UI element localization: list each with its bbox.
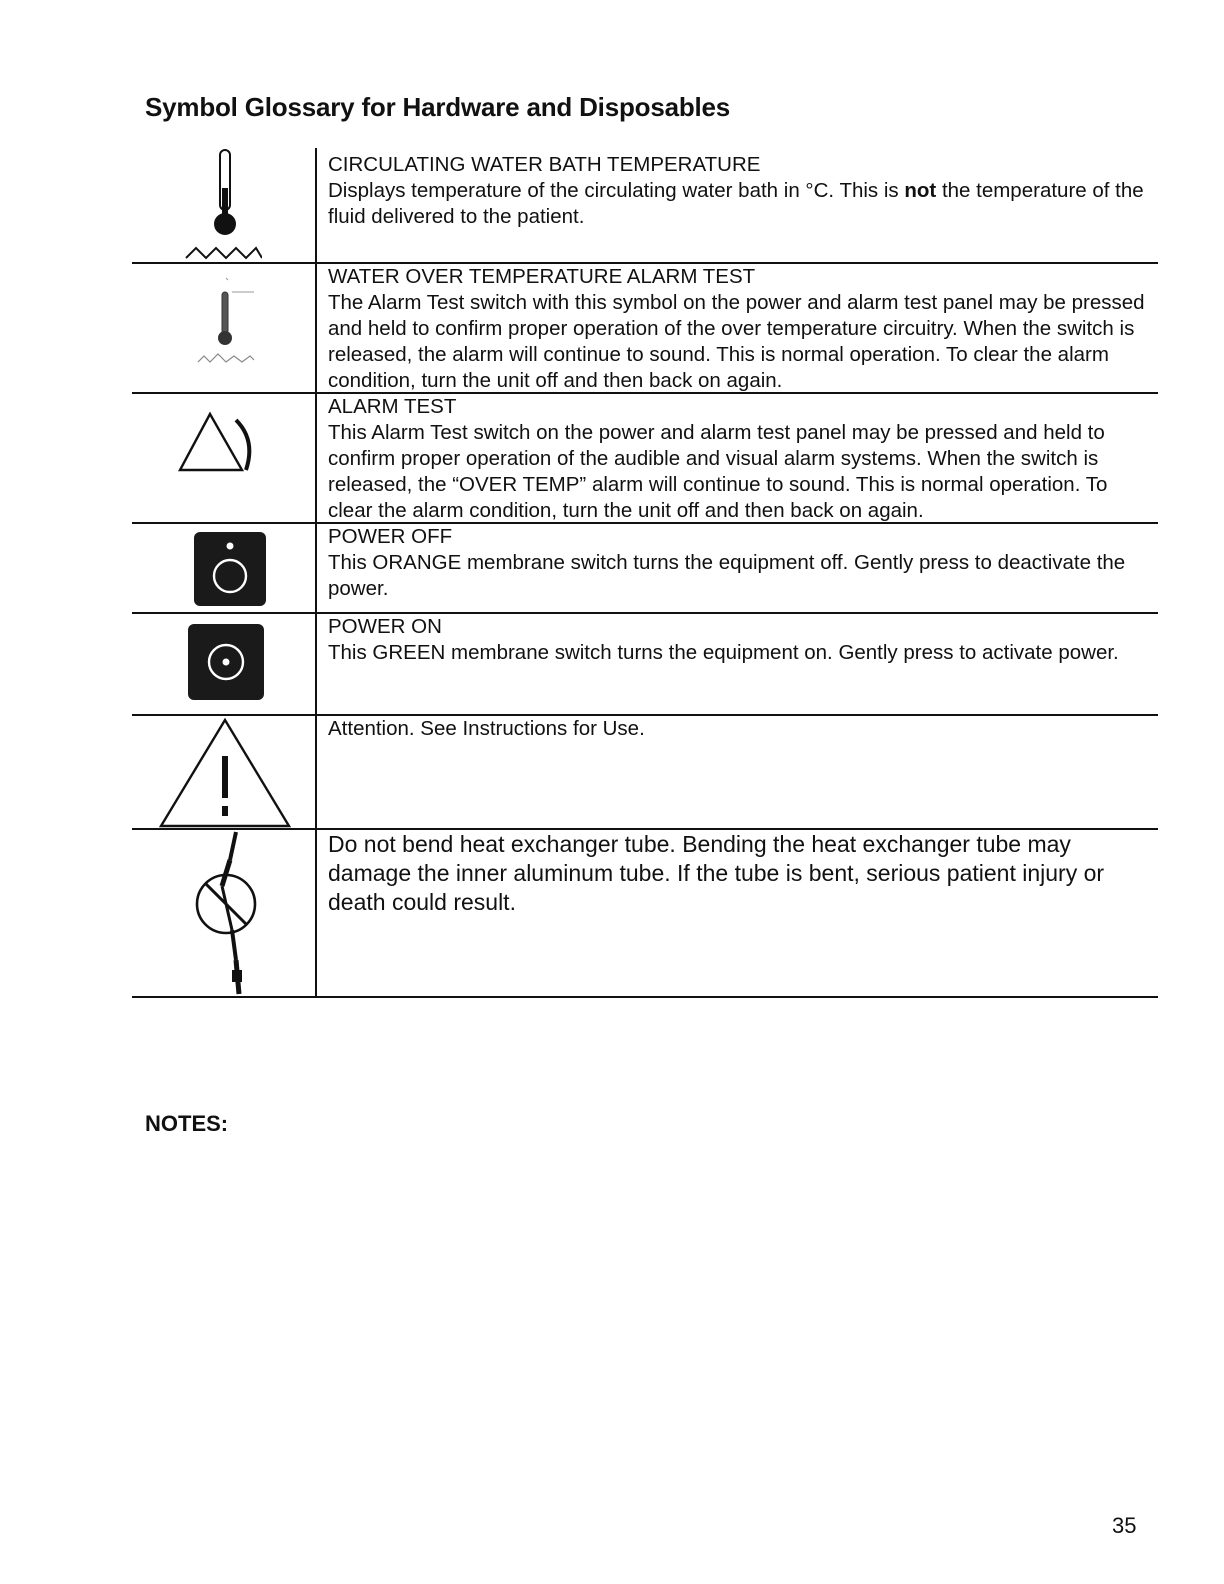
alarm-triangle-icon	[176, 410, 276, 480]
thermometer-water-icon	[182, 148, 262, 262]
page-title: Symbol Glossary for Hardware and Disposables	[145, 92, 731, 122]
symbol-heading: WATER OVER TEMPERATURE ALARM TEST	[328, 265, 756, 288]
glossary-row	[132, 394, 1158, 524]
do-not-bend-tube-icon	[192, 830, 262, 996]
power-on-icon	[186, 622, 266, 702]
page-number: 35	[1112, 1513, 1137, 1538]
symbol-cell	[132, 716, 315, 828]
description-cell: ALARM TEST This Alarm Test switch on the power and alarm test panel may be pressed and held to confirm proper operation of the audible and visual alarm systems. When the switch is released, the “OVER TEMP” alarm will continue to sound. This is normal operation. To clear the alarm condition, turn the unit off and then back on again.	[328, 394, 1152, 524]
glossary-row	[132, 148, 1158, 264]
description-cell: Attention. See Instructions for Use.	[328, 717, 645, 740]
notes-label: NOTES:	[145, 1111, 229, 1136]
symbol-cell	[132, 830, 315, 996]
symbol-cell	[132, 148, 315, 262]
description-cell: POWER ON This GREEN membrane switch turns the equipment on. Gently press to activate power.	[328, 614, 1152, 666]
symbol-cell	[132, 394, 315, 522]
thermometer-over-temp-icon	[192, 272, 262, 372]
symbol-cell	[132, 264, 315, 392]
description-cell: POWER OFF This ORANGE membrane switch turns the equipment off. Gently press to deactivate the power.	[328, 524, 1152, 602]
glossary-row	[132, 830, 1158, 998]
description-cell: Do not bend heat exchanger tube. Bending the heat exchanger tube may damage the inner aluminum tube. If the tube is bent, serious patient injury or death could result.	[328, 831, 1105, 915]
description-cell: WATER OVER TEMPERATURE ALARM TEST The Alarm Test switch with this symbol on the power and alarm test panel may be pressed and held to confirm proper operation of the over temperature circuitry. When the switch is released, the alarm will continue to sound. This is normal operation. To clear the alarm condition, turn the unit off and then back on again.	[328, 264, 1152, 394]
symbol-heading: POWER ON	[328, 615, 442, 638]
power-off-icon	[192, 530, 268, 608]
description-cell: CIRCULATING WATER BATH TEMPERATURE Displays temperature of the circulating water bath in °C. This is not the temperature of the fluid delivered to the patient.	[328, 152, 1152, 230]
symbol-heading: POWER OFF	[328, 525, 453, 548]
symbol-heading: CIRCULATING WATER BATH TEMPERATURE	[328, 153, 761, 176]
symbol-cell	[132, 524, 315, 612]
attention-warning-icon	[158, 718, 292, 828]
symbol-cell	[132, 614, 315, 714]
symbol-heading: ALARM TEST	[328, 395, 457, 418]
glossary-row	[132, 716, 1158, 830]
glossary-row	[132, 614, 1158, 716]
glossary-row	[132, 264, 1158, 394]
glossary-row	[132, 524, 1158, 614]
